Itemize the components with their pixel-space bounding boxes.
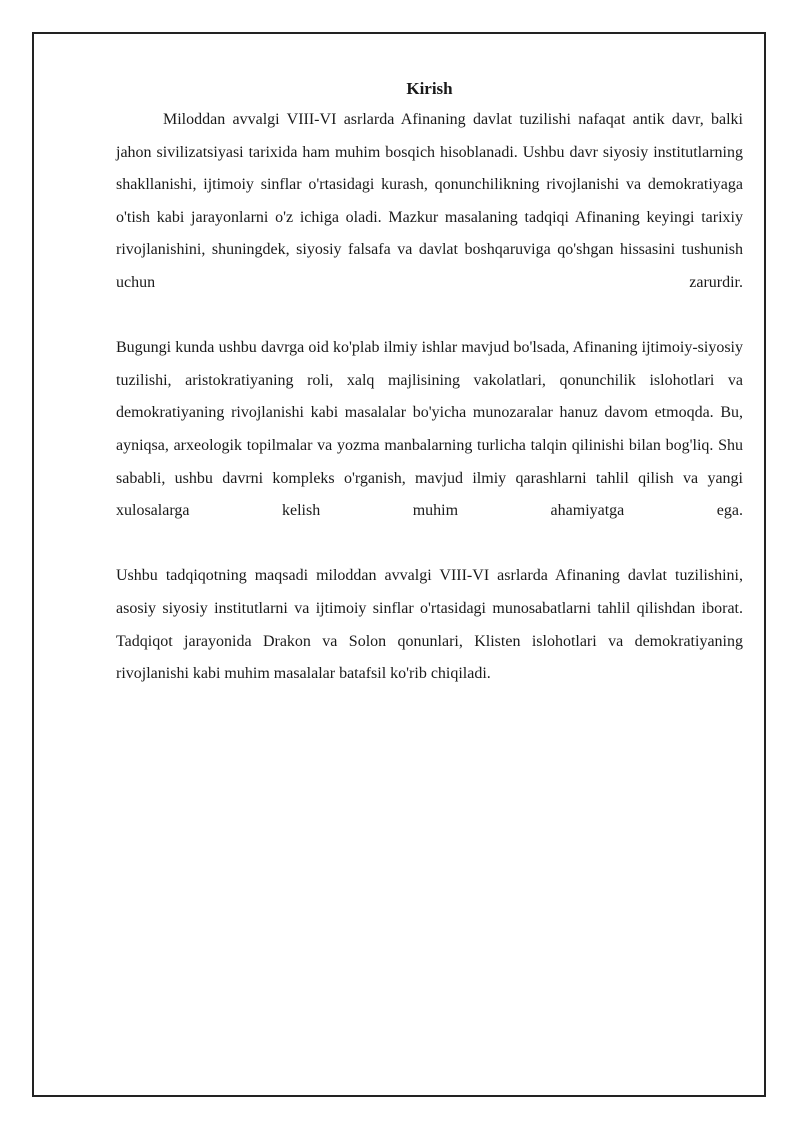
- paragraph-3: Ushbu tadqiqotning maqsadi miloddan avvalgi VIII-VI asrlarda Afinaning davlat tuzilishini, asosiy siyosiy institutlarni va ijtimoiy sinflar o'rtasidagi munosabatlarni tahlil qilishdan iborat. Tadqiqot jarayonida Drakon va Solon qonunlari, Klisten islohotlari va demokratiyaning rivojlanishi kabi muhim masalalar batafsil ko'rib chiqiladi.: [116, 567, 743, 683]
- paragraph-1: Miloddan avvalgi VIII-VI asrlarda Afinaning davlat tuzilishi nafaqat antik davr, balki jahon sivilizatsiyasi tarixida ham muhim bosqich hisoblanadi. Ushbu davr siyosiy institutlarning shakllanishi, ijtimoiy sinflar o'rtasidagi kurash, qonunchilikning rivojlanishi va demokratiyaga o'tish kabi jarayonlarni o'z ichiga oladi. Mazkur masalaning tadqiqi Afinaning keyingi tarixiy rivojlanishini, shuningdek, siyosiy falsafa va davlat boshqaruviga qo'shgan hissasini tushunish uchun zarurdir.: [116, 111, 743, 291]
- paragraph-spacer: [116, 528, 743, 561]
- paragraph-spacer: [116, 300, 743, 333]
- document-title: Kirish: [406, 79, 453, 98]
- document-body: [116, 74, 743, 691]
- paragraph-2: Bugungi kunda ushbu davrga oid ko'plab ilmiy ishlar mavjud bo'lsada, Afinaning ijtimoiy-siyosiy tuzilishi, aristokratiyaning roli, xalq majlisining vakolatlari, qonunchilik islohotlari va demokratiyaning rivojlanishi kabi masalalar bo'yicha munozaralar hanuz davom etmoqda. Bu, ayniqsa, arxeologik topilmalar va yozma manbalarning turlicha talqin qilinishi bilan bog'liq. Shu sababli, ushbu davrni kompleks o'rganish, mavjud ilmiy qarashlarni tahlil qilish va yangi xulosalarga kelish muhim ahamiyatga ega.: [116, 339, 743, 520]
